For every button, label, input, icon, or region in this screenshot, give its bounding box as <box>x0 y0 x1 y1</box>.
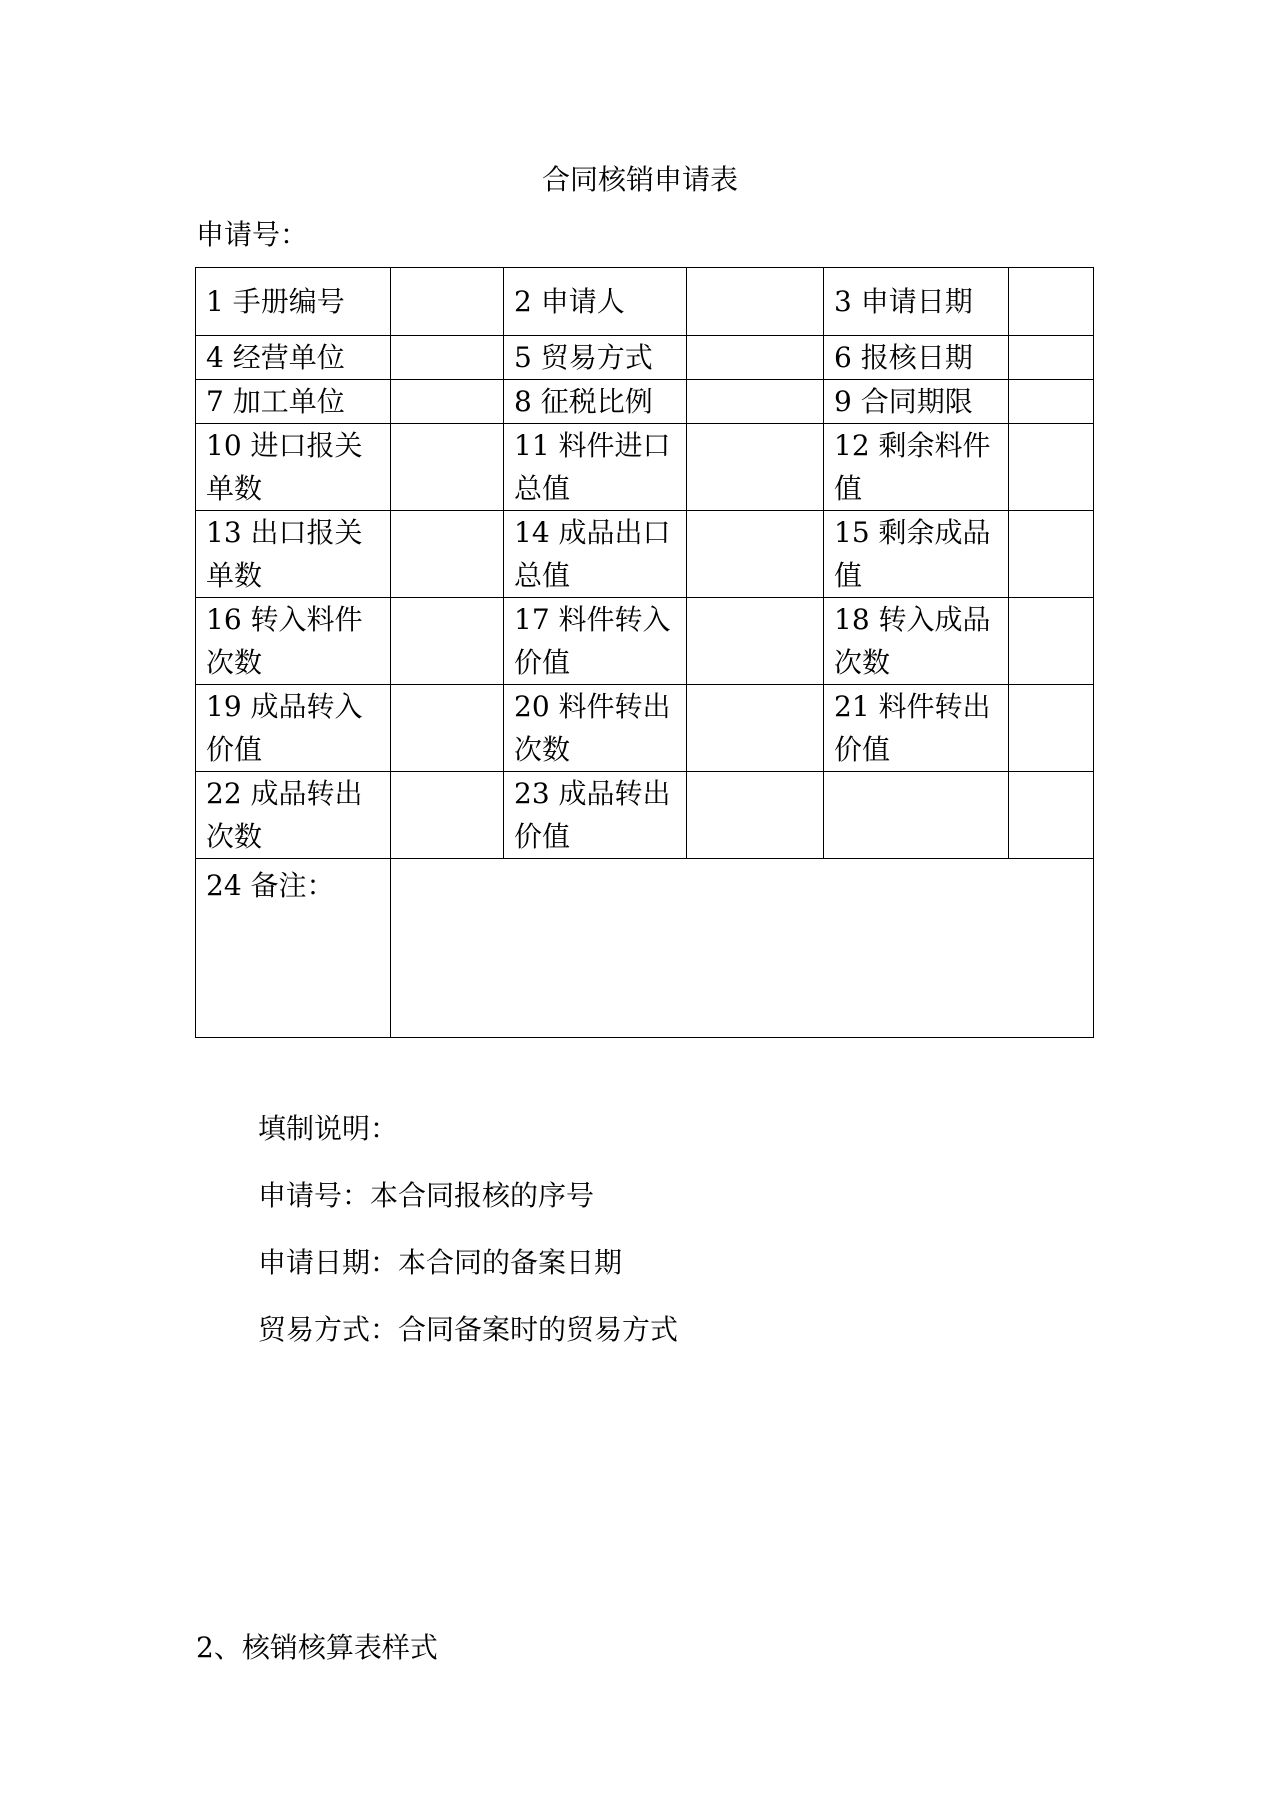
form-row <box>196 380 1094 424</box>
field-value-cell[interactable] <box>1009 336 1094 380</box>
instruction-application-date: 申请日期：本合同的备案日期 <box>258 1246 623 1279</box>
field-label: 1 手册编号 <box>196 268 391 336</box>
field-value-cell[interactable] <box>391 268 504 336</box>
verification-form-table <box>195 267 1094 1038</box>
form-row <box>196 424 1094 511</box>
form-row <box>196 598 1094 685</box>
field-value-cell[interactable] <box>687 772 824 859</box>
field-value-cell[interactable] <box>687 424 824 511</box>
field-label: 8 征税比例 <box>504 380 687 424</box>
field-value-cell[interactable] <box>1009 424 1094 511</box>
field-value-cell[interactable] <box>1009 380 1094 424</box>
field-value-cell[interactable] <box>687 598 824 685</box>
form-row <box>196 685 1094 772</box>
field-label: 11 料件进口总值 <box>504 424 687 511</box>
field-label: 13 出口报关单数 <box>196 511 391 598</box>
field-value-cell[interactable] <box>687 685 824 772</box>
field-label: 17 料件转入价值 <box>504 598 687 685</box>
field-value-cell[interactable] <box>687 268 824 336</box>
field-label: 15 剩余成品值 <box>824 511 1009 598</box>
field-label: 18 转入成品次数 <box>824 598 1009 685</box>
field-label: 21 料件转出价值 <box>824 685 1009 772</box>
field-label: 7 加工单位 <box>196 380 391 424</box>
instruction-application-no: 申请号：本合同报核的序号 <box>258 1179 595 1212</box>
field-label: 3 申请日期 <box>824 268 1009 336</box>
form-title: 合同核销申请表 <box>541 163 738 196</box>
field-label: 14 成品出口总值 <box>504 511 687 598</box>
filling-instructions <box>258 1095 678 1363</box>
form-row <box>196 336 1094 380</box>
field-value-cell[interactable] <box>391 685 504 772</box>
instructions-heading: 填制说明： <box>258 1112 399 1145</box>
field-value-cell[interactable] <box>1009 511 1094 598</box>
field-label: 2 申请人 <box>504 268 687 336</box>
instruction-trade-mode: 贸易方式：合同备案时的贸易方式 <box>258 1313 679 1346</box>
remark-label: 24 备注： <box>196 859 391 1038</box>
field-value-cell[interactable] <box>391 424 504 511</box>
field-label: 5 贸易方式 <box>504 336 687 380</box>
field-label: 4 经营单位 <box>196 336 391 380</box>
field-label: 19 成品转入价值 <box>196 685 391 772</box>
field-value-cell[interactable] <box>1009 598 1094 685</box>
field-value-cell[interactable] <box>391 380 504 424</box>
form-row <box>196 772 1094 859</box>
field-value-cell[interactable] <box>1009 268 1094 336</box>
field-label: 9 合同期限 <box>824 380 1009 424</box>
field-value-cell[interactable] <box>391 772 504 859</box>
field-label: 16 转入料件次数 <box>196 598 391 685</box>
field-label <box>824 772 1009 859</box>
field-label: 23 成品转出价值 <box>504 772 687 859</box>
field-label: 22 成品转出次数 <box>196 772 391 859</box>
field-value-cell[interactable] <box>687 511 824 598</box>
field-label: 10 进口报关单数 <box>196 424 391 511</box>
form-row <box>196 268 1094 336</box>
field-value-cell[interactable] <box>1009 772 1094 859</box>
field-label: 12 剩余料件值 <box>824 424 1009 511</box>
field-value-cell[interactable] <box>391 598 504 685</box>
section-heading: 2、核销核算表样式 <box>196 1631 438 1664</box>
field-label: 6 报核日期 <box>824 336 1009 380</box>
form-row <box>196 511 1094 598</box>
field-value-cell[interactable] <box>687 336 824 380</box>
field-value-cell[interactable] <box>391 336 504 380</box>
field-label: 20 料件转出次数 <box>504 685 687 772</box>
field-value-cell[interactable] <box>1009 685 1094 772</box>
application-no-label: 申请号： <box>196 218 309 251</box>
remark-row <box>196 859 1094 1038</box>
field-value-cell[interactable] <box>687 380 824 424</box>
remark-value-cell[interactable] <box>391 859 1094 1038</box>
field-value-cell[interactable] <box>391 511 504 598</box>
